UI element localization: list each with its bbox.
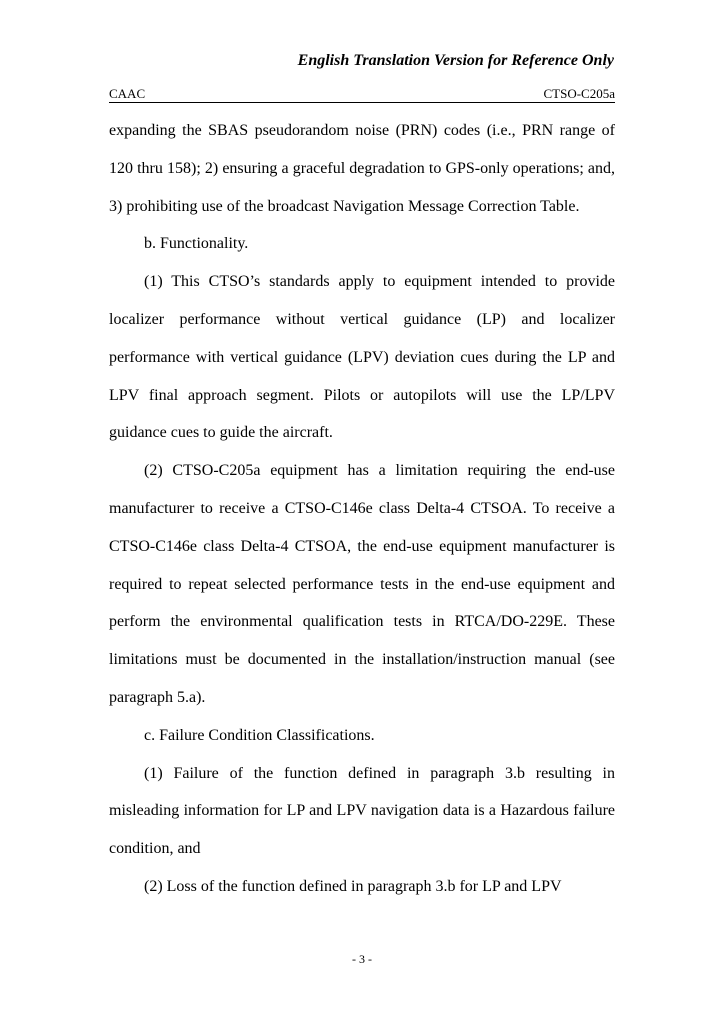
paragraph-functionality-1: (1) This CTSO’s standards apply to equipment intended to provide localizer performance without vertical guidance (LP) and localizer performance with vertical guidance (LPV) deviation cues during the LP and LPV final approach segment. Pilots or autopilots will use the LP/LPV guidance cues to guide the aircraft. (109, 273, 615, 442)
paragraph-failure-2: (2) Loss of the function defined in paragraph 3.b for LP and LPV (144, 877, 562, 895)
header-document-id: CTSO-C205a (543, 86, 615, 101)
document-body (109, 112, 615, 906)
running-header (109, 86, 615, 103)
heading-failure-conditions: c. Failure Condition Classifications. (144, 726, 375, 744)
paragraph-functionality-2: (2) CTSO-C205a equipment has a limitation requiring the end-use manufacturer to receive a CTSO-C146e class Delta-4 CTSOA. To receive a CTSO-C146e class Delta-4 CTSOA, the end-use equipment manufacturer is required to repeat selected performance tests in the end-use equipment and perform the environmental qualification tests in RTCA/DO-229E. These limitations must be documented in the installation/instruction manual (see paragraph 5.a). (109, 462, 615, 706)
translation-banner: English Translation Version for Reference Only (297, 52, 614, 69)
page-number: - 3 - (352, 952, 372, 966)
header-organization: CAAC (109, 86, 146, 101)
paragraph-failure-1: (1) Failure of the function defined in paragraph 3.b resulting in misleading information for LP and LPV navigation data is a Hazardous failure condition, and (109, 764, 615, 858)
heading-functionality: b. Functionality. (144, 235, 249, 253)
paragraph-continuation: expanding the SBAS pseudorandom noise (PRN) codes (i.e., PRN range of 120 thru 158); 2) ensuring a graceful degradation to GPS-only operations; and, 3) prohibiting use of the broadcast Navigation Message Correction Table. (109, 122, 615, 215)
